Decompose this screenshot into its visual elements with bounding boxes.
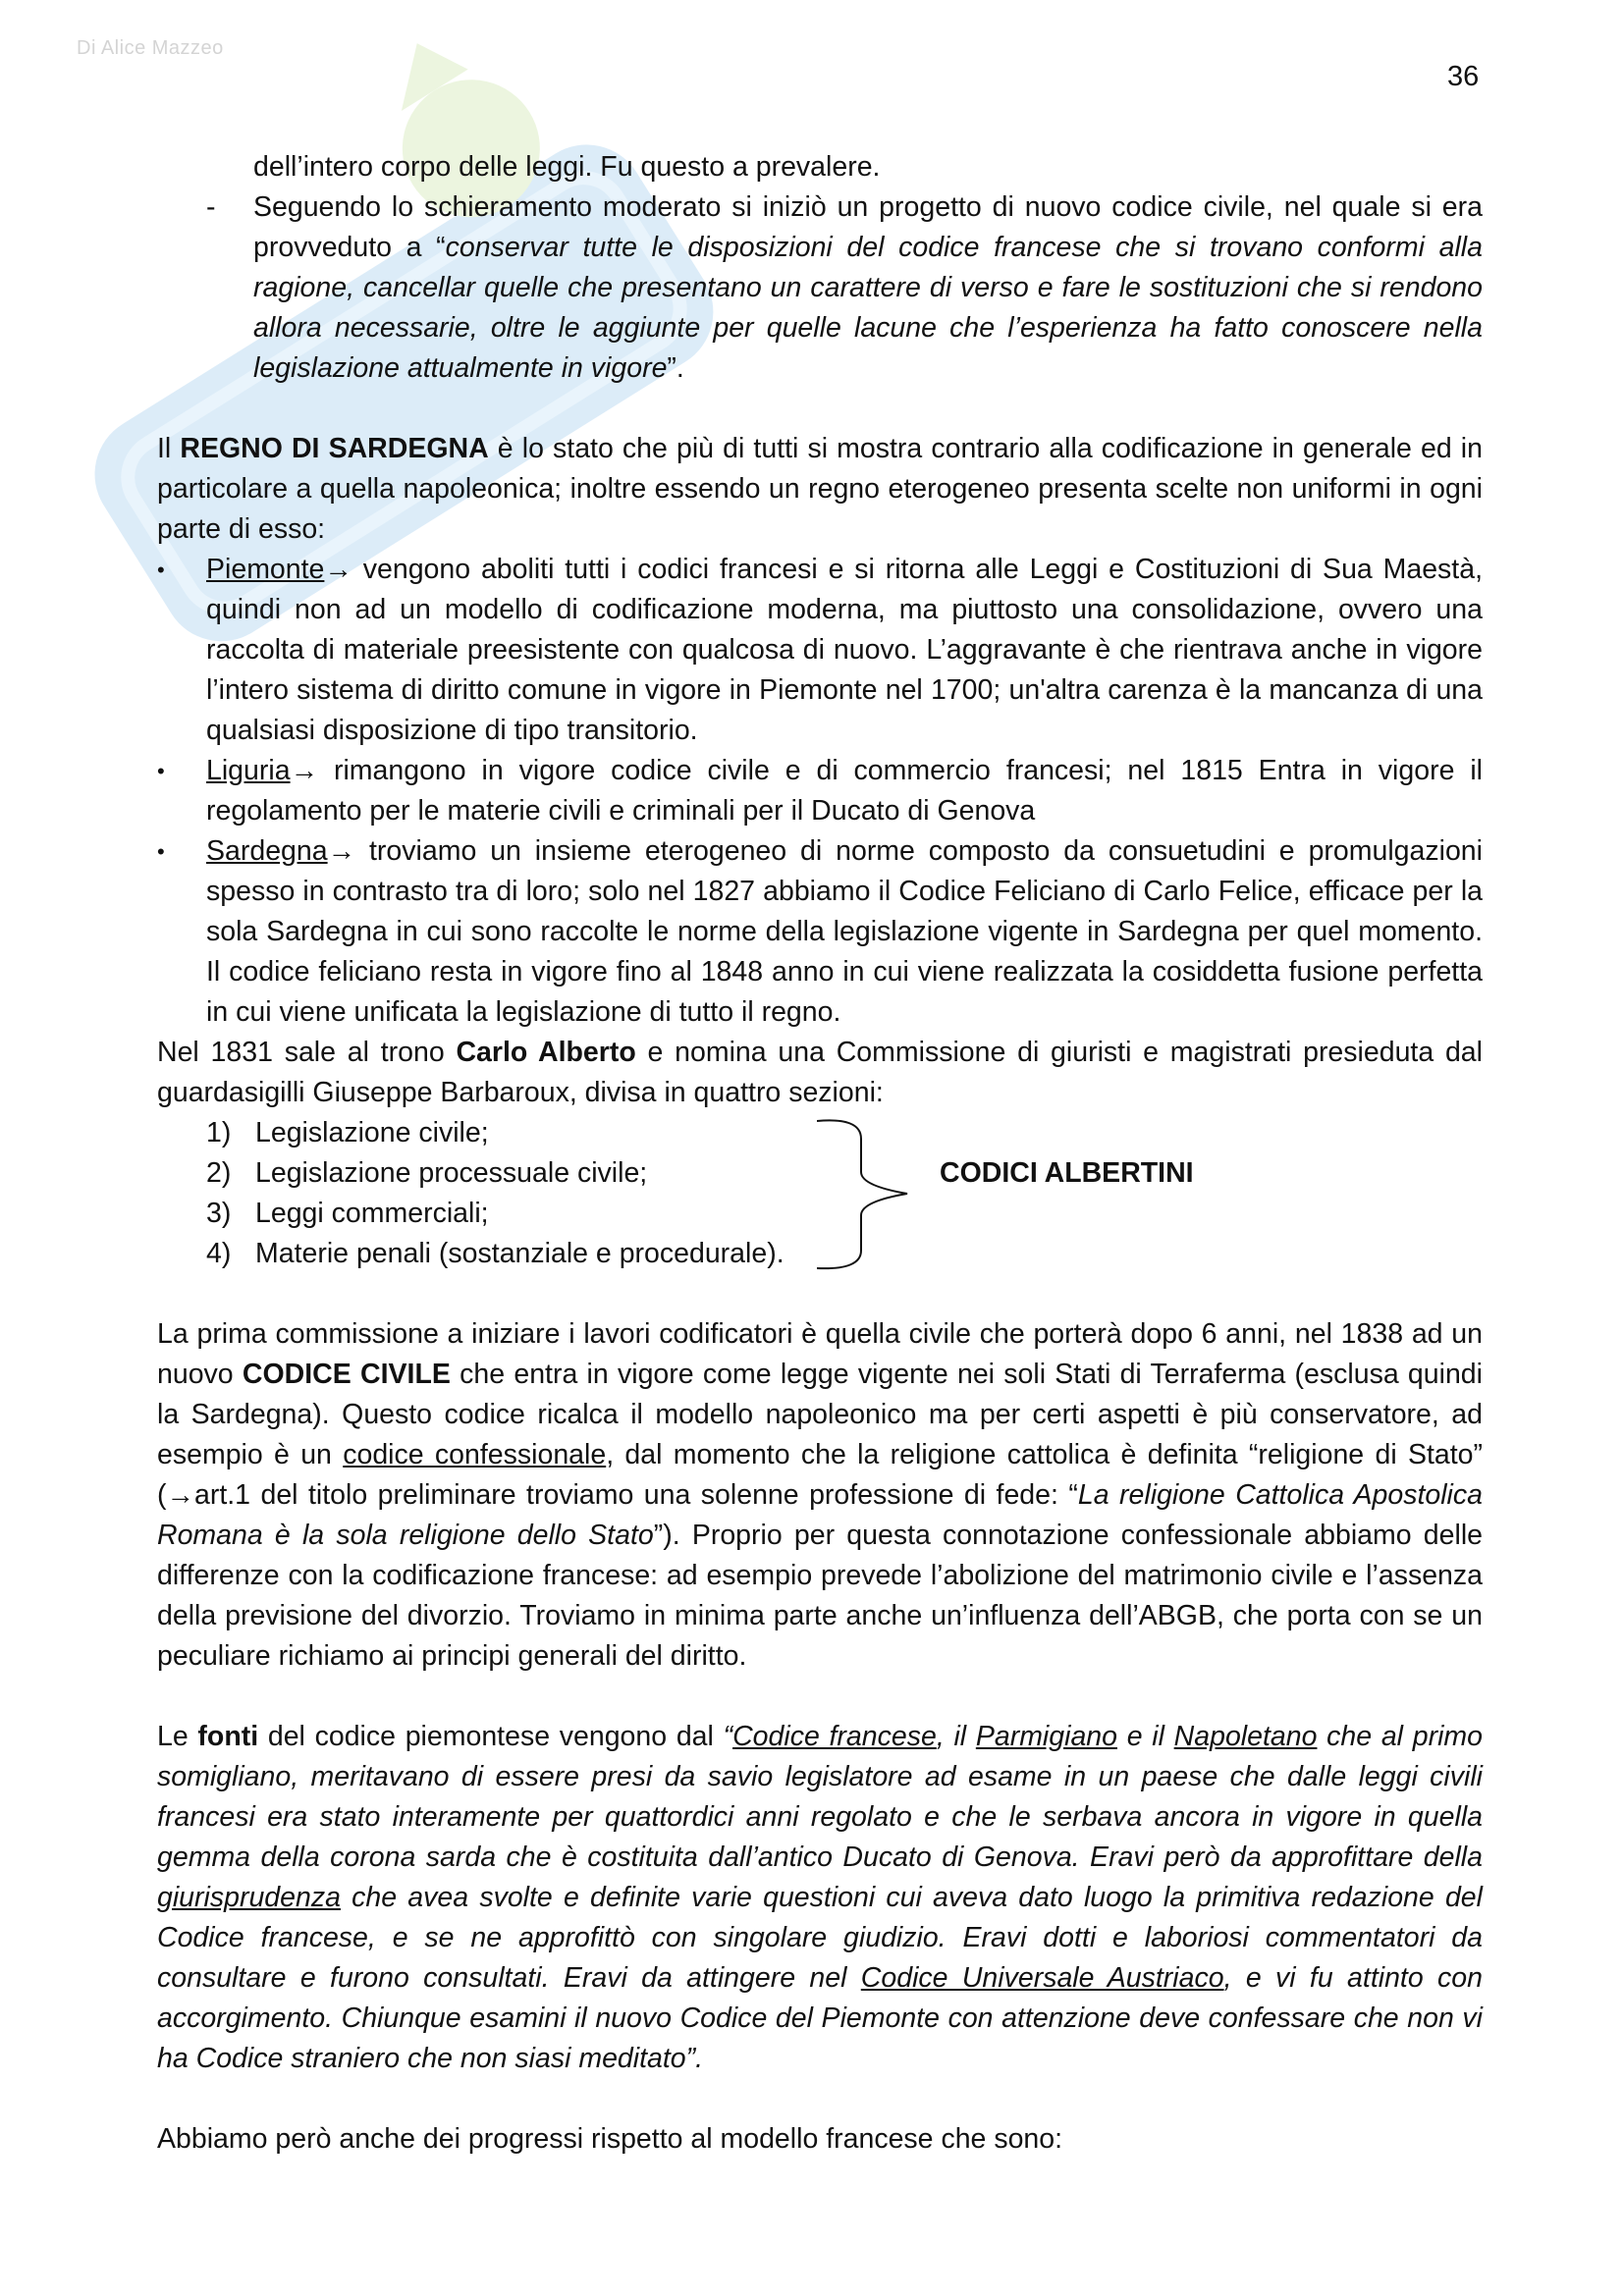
region-label: Sardegna <box>206 835 328 867</box>
page-body <box>157 147 1483 2160</box>
region-text: → rimangono in vigore codice civile e di commercio francesi; nel 1815 Entra in vigore il regolamento per le materie civili e criminali per il Ducato di Genova <box>206 755 1483 827</box>
regno-heading: REGNO DI SARDEGNA <box>180 433 489 464</box>
carlo-alberto-paragraph: Nel 1831 sale al trono Carlo Alberto e nomina una Commissione di giuristi e magistrati presieduta dal guardasigilli Giuseppe Barbaroux, divisa in quattro sezioni: <box>157 1037 1483 1108</box>
sections-block <box>157 1113 1483 1274</box>
section-item: 1) Legislazione civile; <box>206 1117 489 1148</box>
codice-civile-paragraph: La prima commissione a iniziare i lavori codificatori è quella civile che porterà dopo 6 anni, nel 1838 ad un nuovo CODICE CIVILE che entra in vigore come legge vigente nei soli Stati di Terraferma (esclusa quindi la Sardegna). Questo codice ricalca il modello napoleonico ma per certi aspetti è più conservatore, ad esempio è un codice confessionale, dal momento che la religione cattolica è definita “religione di Stato” (→art.1 del titolo preliminare troviamo una solenne professione di fede: “La religione Cattolica Apostolica Romana è la sola religione dello Stato”). Proprio per questa connotazione confessionale abbiamo delle differenze con la codificazione francese: ad esempio prevede l’abolizione del matrimonio civile e l’assenza della previsione del divorzio. Troviamo in minima parte anche un’influenza dell’ABGB, che porta con se un peculiare richiamo ai principi generali del diritto. <box>157 1318 1483 1672</box>
dash-text-end: ”. <box>667 352 684 384</box>
fonti-bold: fonti <box>197 1721 259 1752</box>
closing-paragraph: Abbiamo però anche dei progressi rispetto al modello francese che sono: <box>157 2123 1063 2155</box>
dash-marker: - <box>206 191 216 223</box>
region-text: → troviamo un insieme eterogeneo di norme composto da consuetudini e promulgazioni spesso in contrasto tra di loro; solo nel 1827 abbiamo il Codice Feliciano di Carlo Felice, efficace per la sola Sardegna in cui sono raccolte le norme della legislazione vigente in Sardegna per quel momento. Il codice feliciano resta in vigore fino al 1848 anno in cui viene realizzata la cosiddetta fusione perfetta in cui viene unificata la legislazione di tutto il regno. <box>206 835 1483 1028</box>
section-item: 3) Leggi commerciali; <box>206 1198 489 1229</box>
curly-brace <box>817 1115 910 1272</box>
section-item: 2) Legislazione processuale civile; <box>206 1157 648 1189</box>
codice-confessionale: codice confessionale <box>343 1439 607 1470</box>
section-item: 4) Materie penali (sostanziale e procedurale). <box>206 1238 784 1269</box>
author-watermark: Di Alice Mazzeo <box>77 37 224 59</box>
region-label: Liguria <box>206 755 291 786</box>
bullet-liguria <box>157 751 1483 831</box>
article-quote: La religione Cattolica Apostolica Romana è la sola religione dello Stato <box>157 1479 1483 1551</box>
bullet-marker: • <box>157 839 165 864</box>
page-number: 36 <box>1447 61 1480 92</box>
dash-list-item <box>157 187 1483 389</box>
dash-quote: conservar tutte le disposizioni del codice francese che si trovano conformi alla ragione, cancellar quelle che presentano un carattere di verso e fare le sostituzioni che si rendono allora necessarie, oltre le aggiunte per quelle lacune che l’esperienza ha fatto conoscere nella legislazione attualmente in vigore <box>253 232 1483 384</box>
fonti-paragraph: Le fonti del codice piemontese vengono dal “Codice francese, il Parmigiano e il Napoletano che al primo somigliano, meritavano di essere presi da savio legislatore ad esame in un paese che dalle leggi civili francesi era stato interamente per quattordici anni regolato e che le serbava ancora in vigore in quella gemma della corona sarda che è costituita dall’antico Ducato di Genova. Eravi però da approfittare della giurisprudenza che avea svolte e definite varie questioni cui aveva dato luogo la primitiva redazione del Codice francese, e se ne approfittò con singolare giudizio. Eravi dotti e laboriosi commentatori da consultare e furono consultati. Eravi da attingere nel Codice Universale Austriaco, e vi fu attinto con accorgimento. Chiunque esamini il nuovo Codice del Piemonte con attenzione deve confessare che non vi ha Codice straniero che non siasi meditato”. <box>157 1721 1483 2074</box>
bullet-piemonte <box>157 550 1483 751</box>
continuation-text: dell’intero corpo delle leggi. Fu questo a prevalere. <box>253 151 881 183</box>
carlo-alberto-name: Carlo Alberto <box>456 1037 636 1068</box>
bullet-marker: • <box>157 558 165 582</box>
region-text: → vengono aboliti tutti i codici francesi e si ritorna alle Leggi e Costituzioni di Sua Maestà, quindi non ad un modello di codificazione moderna, ma piuttosto una consolidazione, ovvero una raccolta di materiale preesistente con qualcosa di nuovo. L’aggravante è che rientrava anche in vigore l’intero sistema di diritto comune in vigore in Piemonte nel 1700; un'altra carenza è la mancanza di una qualsiasi disposizione di tipo transitorio. <box>206 554 1483 746</box>
codice-civile-heading: CODICE CIVILE <box>242 1359 451 1390</box>
codici-albertini-label: CODICI ALBERTINI <box>940 1157 1194 1189</box>
bullet-marker: • <box>157 759 165 783</box>
sardegna-intro: Il REGNO DI SARDEGNA è lo stato che più di tutti si mostra contrario alla codificazione in generale ed in particolare a quella napoleonica; inoltre essendo un regno eterogeneo presenta scelte non uniformi in ogni parte di esso: <box>157 433 1483 545</box>
region-label: Piemonte <box>206 554 325 585</box>
dash-text: Seguendo lo schieramento moderato si iniziò un progetto di nuovo codice civile, nel quale si era provveduto a “ <box>253 191 1483 263</box>
bullet-sardegna <box>157 831 1483 1033</box>
